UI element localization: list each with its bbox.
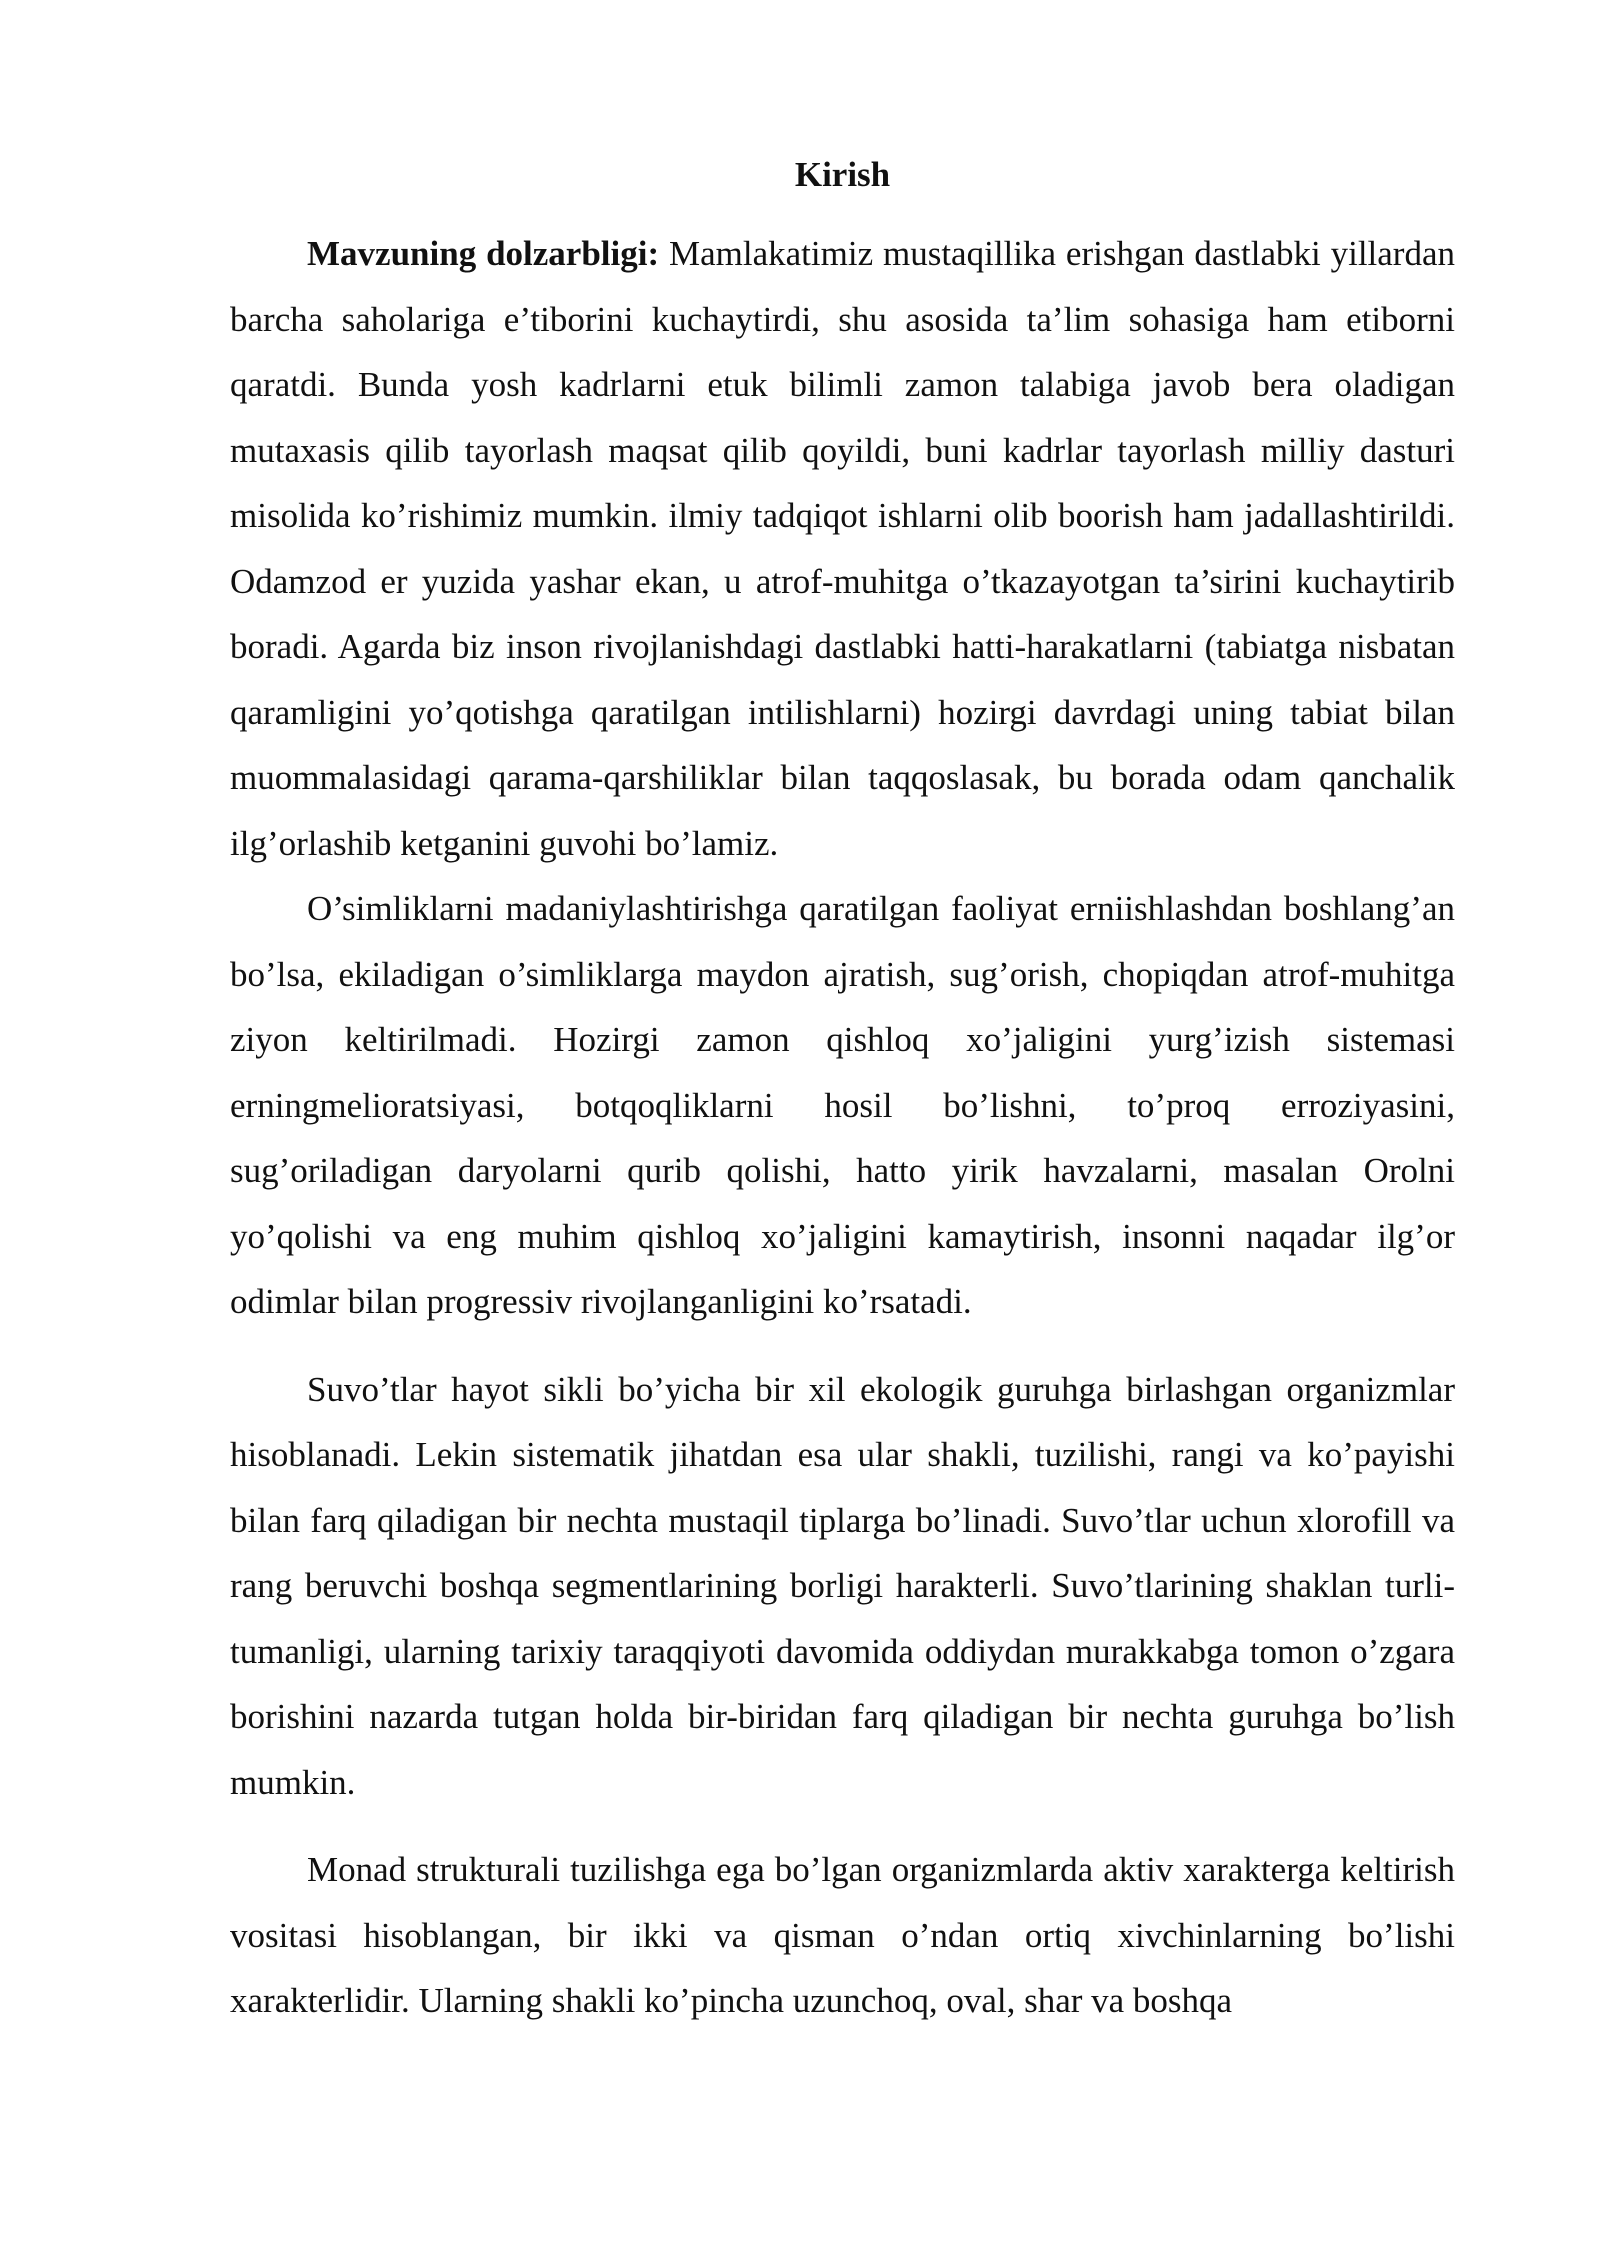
paragraph-relevance bbox=[230, 221, 1455, 876]
paragraph-algae: Suvo’tlar hayot sikli bo’yicha bir xil ekologik guruhga birlashgan organizmlar hisoblanadi. Lekin sistematik jihatdan esa ular shakli, tuzilishi, rangi va ko’payishi bilan farq qiladigan bir nechta mustaqil tiplarga bo’linadi. Suvo’tlar uchun xlorofill va rang beruvchi boshqa segmentlarining borligi harakterli. Suvo’tlarining shaklan turli-tumanligi, ularning tarixiy taraqqiyoti davomida oddiydan murakkabga tomon o’zgara borishini nazarda tutgan holda bir-biridan farq qiladigan bir nechta guruhga bo’lish mumkin. bbox=[230, 1369, 1455, 1802]
document-title: Kirish bbox=[794, 155, 891, 194]
document-page bbox=[230, 150, 1455, 2034]
paragraph-text: Mamlakatimiz mustaqillika erishgan dastlabki yillardan barcha saholariga e’tiborini kuchaytirdi, shu asosida ta’lim sohasiga ham etiborni qaratdi. Bunda yosh kadrlarni etuk bilimli zamon talabiga javob bera oladigan mutaxasis qilib tayorlash maqsat qilib qoyildi, buni kadrlar tayorlash milliy dasturi misolida ko’rishimiz mumkin. ilmiy tadqiqot ishlarni olib boorish ham jadallashtirildi. Odamzod er yuzida yashar ekan, u atrof-muhitga o’tkazayotgan ta’sirini kuchaytirib boradi. Agarda biz inson rivojlanishdagi dastlabki hatti-harakatlarni (tabiatga nisbatan qaramligini yo’qotishga qaratilgan intilishlarni) hozirgi davrdagi uning tabiat bilan muommalasidagi qarama-qarshiliklar bilan taqqoslasak, bu borada odam qanchalik ilg’orlashib ketganini guvohi bo’lamiz. bbox=[230, 234, 1455, 863]
paragraph-monad: Monad strukturali tuzilishga ega bo’lgan organizmlarda aktiv xarakterga keltirish vositasi hisoblangan, bir ikki va qisman o’ndan ortiq xivchinlarning bo’lishi xarakterlidir. Ularning shakli ko’pincha uzunchoq, oval, shar va boshqa bbox=[230, 1850, 1455, 2020]
paragraph-plants: O’simliklarni madaniylashtirishga qaratilgan faoliyat erniishlashdan boshlang’an bo’lsa, ekiladigan o’simliklarga maydon ajratish, sug’orish, chopiqdan atrof-muhitga ziyon keltirilmadi. Hozirgi zamon qishloq xo’jaligini yurg’izish sistemasi erningmelioratsiyasi, botqoqliklarni hosil bo’lishni, to’proq erroziyasini, sug’oriladigan daryolarni qurib qolishi, hatto yirik havzalarni, masalan Orolni yo’qolishi va eng muhim qishloq xo’jaligini kamaytirish, insonni naqadar ilg’or odimlar bilan progressiv rivojlanganligini ko’rsatadi. bbox=[230, 889, 1455, 1321]
paragraph-lead: Mavzuning dolzarbligi: bbox=[307, 234, 660, 273]
